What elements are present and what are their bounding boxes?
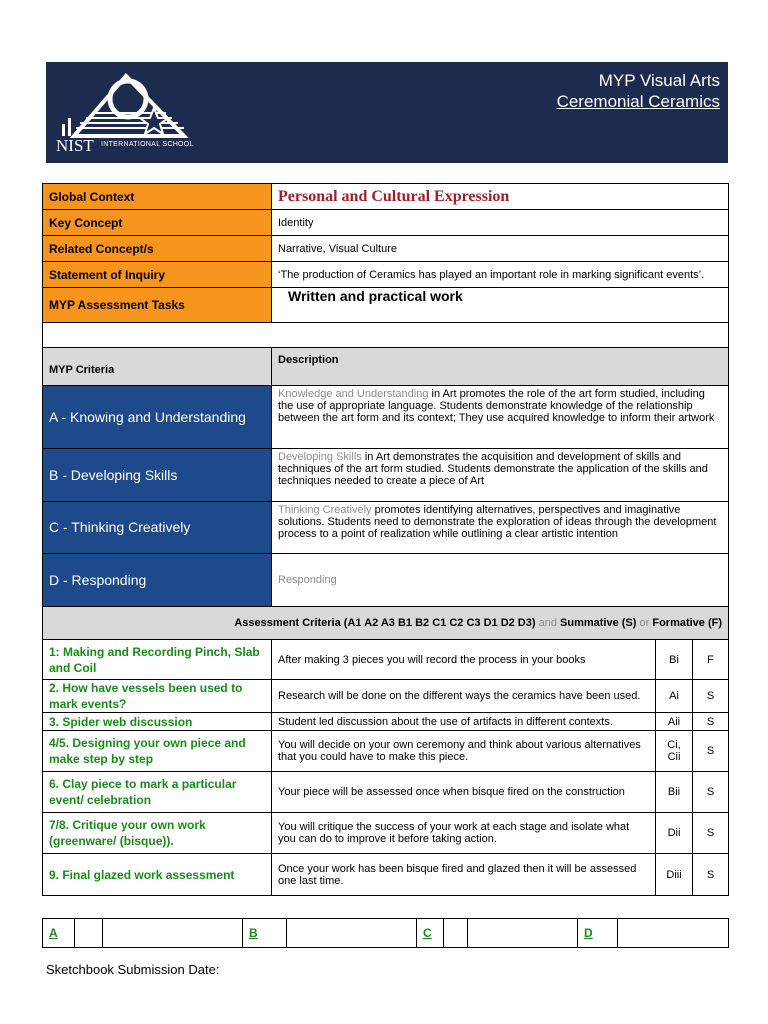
task-description: Once your work has been bisque fired and glazed then it will be assessed one last time.	[272, 854, 656, 896]
task-row	[43, 680, 729, 713]
unit-subtitle: Ceremonial Ceramics	[556, 92, 720, 111]
key-concept-value: Identity	[272, 210, 729, 236]
task-description: You will decide on your own ceremony and think about various alternatives that you could have to make this piece.	[272, 731, 656, 772]
criterion-description: Thinking Creatively promotes identifying alternatives, perspectives and imaginative solutions. Students need to demonstrate the exploration of ideas through the development process to a point of realization while outlining a clear artistic intention	[272, 502, 729, 554]
criterion-description: Knowledge and Understanding in Art promotes the role of the art form studied, including the use of appropriate language. Students demonstrate knowledge of the relationship between the art form and its context; They use acquired knowledge to inform their artwork	[272, 386, 729, 449]
header-banner	[46, 62, 728, 163]
task-row	[43, 640, 729, 680]
task-criteria: Ci, Cii	[656, 731, 693, 772]
criterion-row-b	[43, 449, 729, 502]
grade-summary-table	[42, 918, 729, 948]
unit-title	[557, 70, 720, 112]
grade-cell-a-1[interactable]	[75, 919, 103, 948]
grade-label-c: C	[417, 919, 444, 948]
task-description: Student led discussion about the use of artifacts in different contexts.	[272, 713, 656, 731]
assessment-criteria-header: Assessment Criteria (A1 A2 A3 B1 B2 C1 C2 C3 D1 D2 D3) and Summative (S) or Formative (F)	[43, 607, 729, 640]
related-concepts-row	[43, 236, 729, 262]
assessment-tasks-value: Written and practical work	[272, 288, 729, 323]
assessment-tasks-row	[43, 288, 729, 323]
task-name: 2. How have vessels been used to mark events?	[43, 680, 272, 713]
task-criteria: Bi	[656, 640, 693, 680]
task-row	[43, 713, 729, 731]
task-description: After making 3 pieces you will record the process in your books	[272, 640, 656, 680]
task-row	[43, 772, 729, 813]
criterion-description: Responding	[272, 554, 729, 607]
task-name: 7/8. Critique your own work (greenware/ (bisque)).	[43, 813, 272, 854]
task-type: S	[693, 772, 729, 813]
task-row	[43, 813, 729, 854]
grade-label-a: A	[43, 919, 75, 948]
task-row	[43, 731, 729, 772]
assessment-criteria-header-row	[43, 607, 729, 640]
task-name: 1: Making and Recording Pinch, Slab and Coil	[43, 640, 272, 680]
task-type: S	[693, 813, 729, 854]
task-name: 4/5. Designing your own piece and make step by step	[43, 731, 272, 772]
global-context-value: Personal and Cultural Expression	[272, 184, 729, 210]
criteria-header: MYP Criteria	[43, 348, 272, 386]
sketchbook-submission-date: Sketchbook Submission Date:	[46, 962, 220, 977]
row-label: MYP Assessment Tasks	[43, 288, 272, 323]
description-header: Description	[272, 348, 729, 386]
criterion-row-a	[43, 386, 729, 449]
task-name: 3. Spider web discussion	[43, 713, 272, 731]
statement-of-inquiry-value: ‘The production of Ceramics has played an important role in marking significant events’.	[272, 262, 729, 288]
criterion-name: A - Knowing and Understanding	[43, 386, 272, 449]
task-criteria: Aii	[656, 713, 693, 731]
task-description: Research will be done on the different ways the ceramics have been used.	[272, 680, 656, 713]
grade-cell-c-2[interactable]	[468, 919, 578, 948]
task-name: 9. Final glazed work assessment	[43, 854, 272, 896]
criteria-header-row	[43, 348, 729, 386]
task-type: S	[693, 680, 729, 713]
task-type: S	[693, 854, 729, 896]
grade-cell-b[interactable]	[287, 919, 417, 948]
row-label: Statement of Inquiry	[43, 262, 272, 288]
grade-row	[43, 919, 729, 948]
task-description: You will critique the success of your work at each stage and isolate what you can do to improve it before taking action.	[272, 813, 656, 854]
grade-cell-d[interactable]	[618, 919, 729, 948]
task-type: F	[693, 640, 729, 680]
course-title: MYP Visual Arts	[598, 71, 720, 90]
task-criteria: Dii	[656, 813, 693, 854]
criterion-row-c	[43, 502, 729, 554]
task-criteria: Ai	[656, 680, 693, 713]
row-label: Related Concept/s	[43, 236, 272, 262]
unit-overview-table	[42, 183, 729, 896]
grade-label-d: D	[578, 919, 618, 948]
task-row	[43, 854, 729, 896]
grade-label-b: B	[243, 919, 287, 948]
criterion-name: B - Developing Skills	[43, 449, 272, 502]
related-concepts-value: Narrative, Visual Culture	[272, 236, 729, 262]
task-criteria: Bii	[656, 772, 693, 813]
task-type: S	[693, 713, 729, 731]
grade-cell-c-1[interactable]	[444, 919, 468, 948]
criterion-row-d	[43, 554, 729, 607]
row-label: Global Context	[43, 184, 272, 210]
grade-cell-a-2[interactable]	[103, 919, 243, 948]
logo-school-text: INTERNATIONAL SCHOOL	[101, 141, 194, 148]
task-type: S	[693, 731, 729, 772]
logo-nist-text: NIST	[56, 136, 94, 155]
key-concept-row	[43, 210, 729, 236]
task-description: Your piece will be assessed once when bisque fired on the construction	[272, 772, 656, 813]
global-context-row	[43, 184, 729, 210]
criterion-name: C - Thinking Creatively	[43, 502, 272, 554]
row-label: Key Concept	[43, 210, 272, 236]
criterion-name: D - Responding	[43, 554, 272, 607]
task-criteria: Diii	[656, 854, 693, 896]
statement-of-inquiry-row	[43, 262, 729, 288]
spacer-row	[43, 323, 729, 348]
task-name: 6. Clay piece to mark a particular event/ celebration	[43, 772, 272, 813]
criterion-description: Developing Skills in Art demonstrates the acquisition and development of skills and techniques of the art form studied. Students demonstrate the application of the skills and techniques needed to create a piece of Art	[272, 449, 729, 502]
